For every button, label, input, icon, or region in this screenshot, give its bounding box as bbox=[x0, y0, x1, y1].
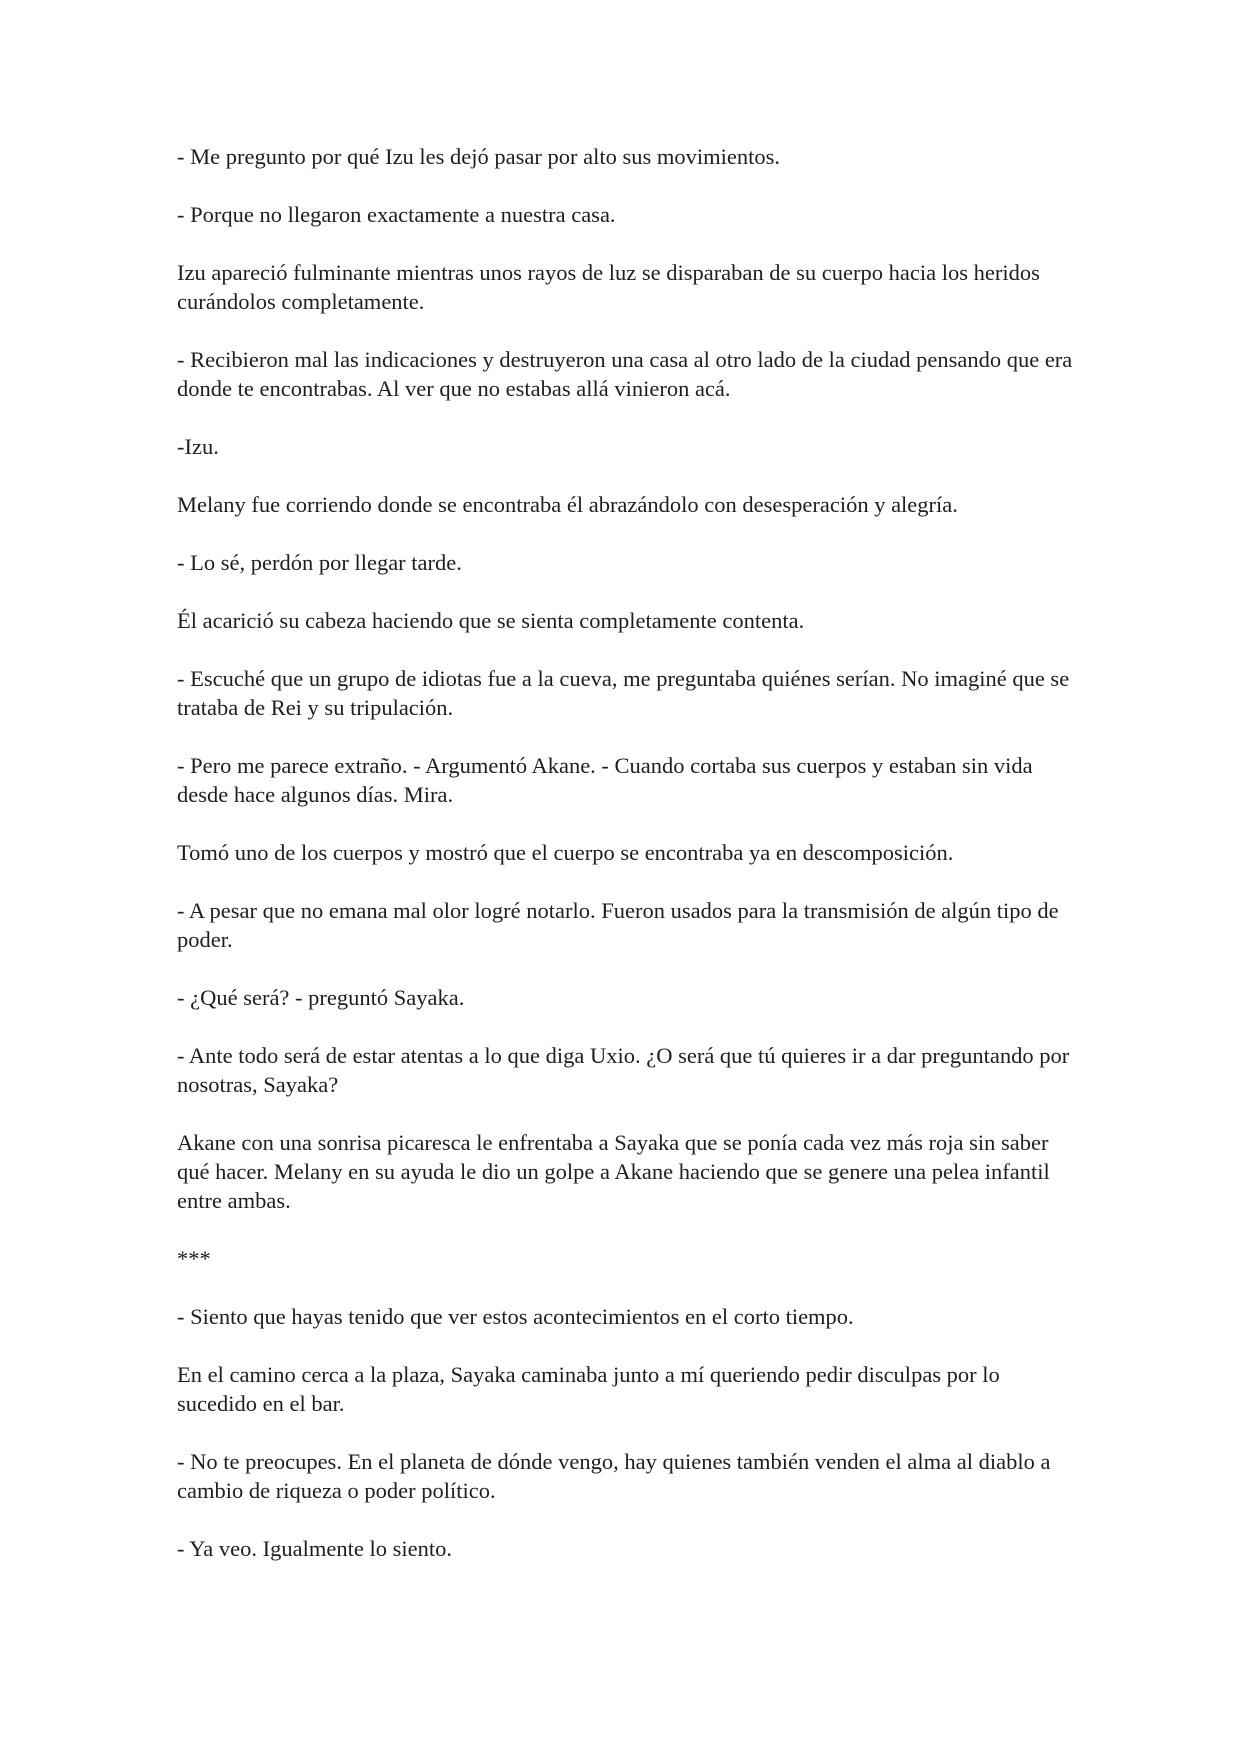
paragraph: - A pesar que no emana mal olor logré notarlo. Fueron usados para la transmisión de algún tipo de poder. bbox=[177, 898, 1059, 952]
paragraph: - Siento que hayas tenido que ver estos acontecimientos en el corto tiempo. bbox=[177, 1304, 854, 1329]
paragraph: Él acarició su cabeza haciendo que se sienta completamente contenta. bbox=[177, 608, 805, 633]
paragraph: - No te preocupes. En el planeta de dónde vengo, hay quienes también venden el alma al diablo a cambio de riqueza o poder político. bbox=[177, 1449, 1051, 1503]
paragraph: - Pero me parece extraño. - Argumentó Akane. - Cuando cortaba sus cuerpos y estaban sin vida desde hace algunos días. Mira. bbox=[177, 753, 1033, 807]
paragraph: - ¿Qué será? - preguntó Sayaka. bbox=[177, 985, 465, 1010]
paragraph: - Lo sé, perdón por llegar tarde. bbox=[177, 550, 462, 575]
paragraph: - Recibieron mal las indicaciones y destruyeron una casa al otro lado de la ciudad pensando que era donde te encontrabas. Al ver que no estabas allá vinieron acá. bbox=[177, 347, 1073, 401]
paragraph: - Ya veo. Igualmente lo siento. bbox=[177, 1536, 452, 1561]
paragraph: En el camino cerca a la plaza, Sayaka caminaba junto a mí queriendo pedir disculpas por lo sucedido en el bar. bbox=[177, 1362, 1000, 1416]
paragraph: - Porque no llegaron exactamente a nuestra casa. bbox=[177, 202, 616, 227]
scene-break: *** bbox=[177, 1246, 211, 1271]
paragraph: - Ante todo será de estar atentas a lo que diga Uxio. ¿O será que tú quieres ir a dar preguntando por nosotras, Sayaka? bbox=[177, 1043, 1070, 1097]
paragraph: Izu apareció fulminante mientras unos rayos de luz se disparaban de su cuerpo hacia los heridos curándolos completamente. bbox=[177, 260, 1040, 314]
paragraph: - Me pregunto por qué Izu les dejó pasar por alto sus movimientos. bbox=[177, 144, 780, 169]
paragraph: - Escuché que un grupo de idiotas fue a la cueva, me preguntaba quiénes serían. No imaginé que se trataba de Rei y su tripulación. bbox=[177, 666, 1070, 720]
paragraph: Akane con una sonrisa picaresca le enfrentaba a Sayaka que se ponía cada vez más roja sin saber qué hacer. Melany en su ayuda le dio un golpe a Akane haciendo que se genere una pelea infantil entre ambas. bbox=[177, 1130, 1050, 1213]
paragraph: Melany fue corriendo donde se encontraba él abrazándolo con desesperación y alegría. bbox=[177, 492, 958, 517]
paragraph: Tomó uno de los cuerpos y mostró que el cuerpo se encontraba ya en descomposición. bbox=[177, 840, 954, 865]
paragraph: -Izu. bbox=[177, 434, 219, 459]
document-body bbox=[177, 142, 1077, 1592]
